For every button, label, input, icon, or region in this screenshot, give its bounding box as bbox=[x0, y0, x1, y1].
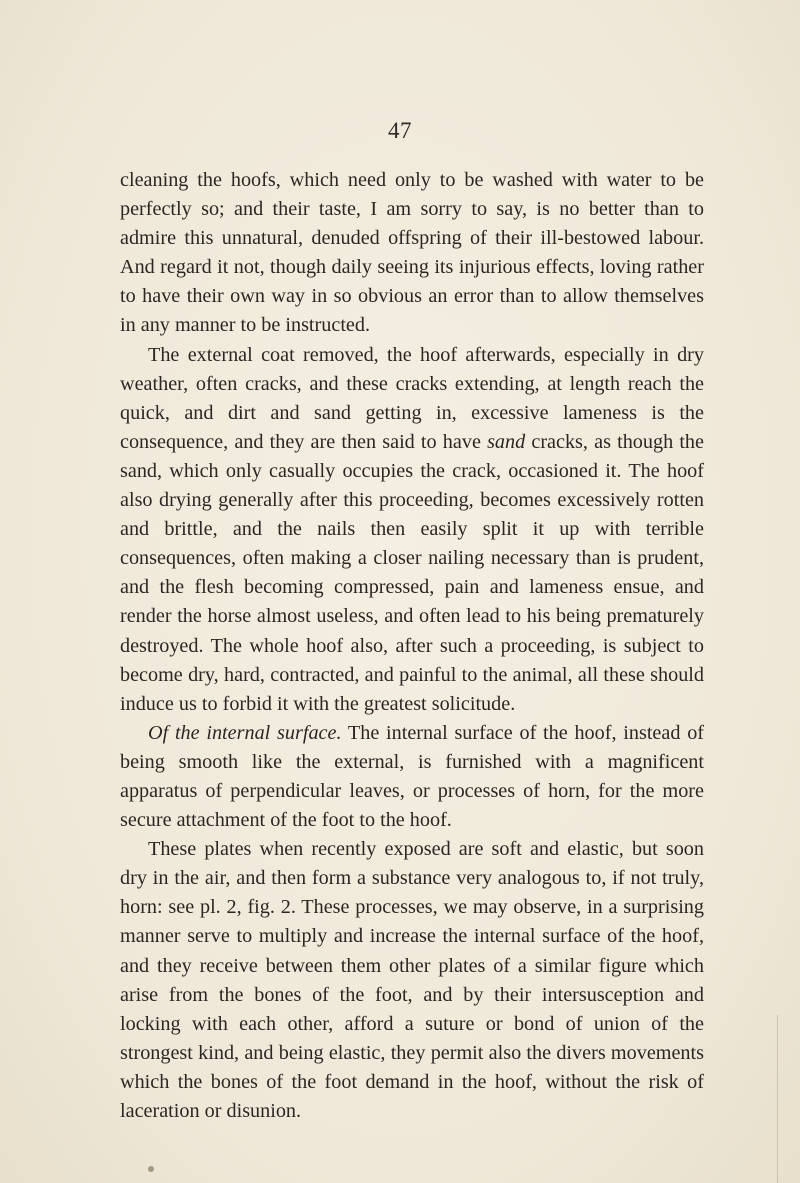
paper-spot bbox=[148, 1166, 154, 1172]
paragraph-4: These plates when recently exposed are soft and elastic, but soon dry in the air, and then form a substance very analogous to, if not truly, horn: see pl. 2, fig. 2. These processes, we may observe, in a surprising manner serve to multiply and increase the internal surface of the hoof, and they receive between them other plates of a similar figure which arise from the bones of the foot, and by their intersusception and locking with each other, afford a suture or bond of union of the strongest kind, and being elastic, they permit also the divers movements which the bones of the foot demand in the hoof, without the risk of laceration or disunion. bbox=[120, 838, 704, 1122]
paragraph-2-emphasis-sand: sand bbox=[487, 430, 526, 453]
paragraph-2-text-b: cracks, as though the sand, which only casually occupies the crack, occasioned it. The hoof also drying generally after this proceeding, becomes excessively rotten and brittle, and the nails then easily split it up with terrible consequences, often making a closer nailing necessary than is prudent, and the flesh becoming compressed, pain and lameness ensue, and render the horse almost useless, and often lead to his being prematurely destroyed. The whole hoof also, after such a proceeding, is subject to become dry, hard, contracted, and painful to the animal, all these should induce us to forbid it with the greatest solicitude. bbox=[120, 430, 704, 715]
paragraph-3 bbox=[120, 719, 704, 835]
paragraph-2 bbox=[120, 341, 704, 719]
paragraph-1: cleaning the hoofs, which need only to be washed with water to be perfectly so; and their taste, I am sorry to say, is no better than to admire this unnatural, denuded offspring of their ill-bestowed labour. And regard it not, though daily seeing its injurious effects, loving rather to have their own way in so obvious an error than to allow themselves in any manner to be instructed. bbox=[120, 169, 704, 337]
page-edge-line bbox=[777, 1015, 778, 1183]
page-body bbox=[120, 166, 704, 1126]
page-number: 47 bbox=[388, 118, 412, 143]
paragraph-2-text-a: The external coat removed, the hoof afterwards, especially in dry weather, often cracks, and these cracks extending, at length reach the quick, and dirt and sand getting in, excessive lameness is the consequence, and they are then said to have bbox=[120, 343, 704, 453]
paragraph-3-text: The internal surface of the hoof, instead of being smooth like the external, is furnished with a magnificent apparatus of perpendicular leaves, or processes of horn, for the more secure attachment of the foot to the hoof. bbox=[120, 721, 705, 832]
section-heading-internal-surface: Of the internal surface. bbox=[148, 721, 342, 744]
